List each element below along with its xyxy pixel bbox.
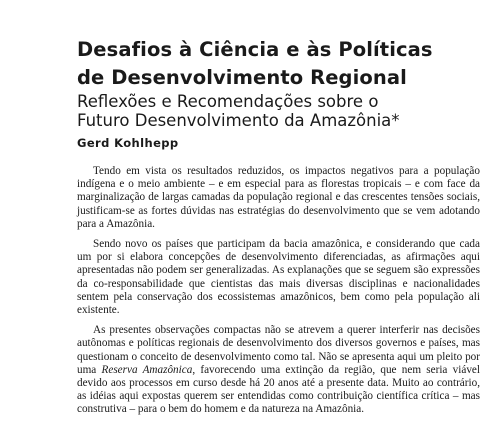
paragraph-3-text-start: As presentes observações compactas não se atrevem a querer interferir nas decisões autônomas e políticas regionais de desenvolvimento dos diversos governos e países, mas questionam o conceito de desenvolvimento como tal. Não se apresenta aqui um pleito por uma xyxy=(77,324,480,376)
title-line-1: Desafios à Ciência e às Políticas xyxy=(77,38,433,61)
body-paragraph-1: Tendo em vista os resultados reduzidos, os impactos negativos para a população indígena e o meio ambiente – e em especial para as florestas tropicais – e com face da marginalização de largas camadas da população regional e das crescentes tensões sociais, justificam-se as fortes dúvidas nas estratégias do desenvolvimento que se vem adotando para a Amazônia. xyxy=(77,165,480,230)
article-body xyxy=(77,165,480,424)
author-name: Gerd Kohlhepp xyxy=(77,136,179,150)
title-line-2: de Desenvolvimento Regional xyxy=(77,66,407,89)
body-paragraph-3 xyxy=(77,324,480,416)
body-paragraph-2: Sendo novo os países que participam da bacia amazônica, e considerando que cada um por si elabora concepções de desenvolvimento diferenciadas, as afirmações aqui apresentadas não podem ser generalizadas. As explanações que se seguem são expressões da co-responsabilidade que cientistas das mais diversas disciplinas e nacionalidades sentem pela conservação dos ecossistemas amazônicos, bem como pela população ali existente. xyxy=(77,238,480,317)
paragraph-3-text-end: , favorecendo uma extinção da região, que nem seria viável devido aos processos em curso desde há 20 anos até a presente data. Muito ao contrário, as idéias aqui expostas querem ser entendidas como contribuição científica crítica – mas construtiva – para o bem do homem e da natureza na Amazônia. xyxy=(77,363,480,416)
subtitle-line-2: Futuro Desenvolvimento da Amazônia* xyxy=(77,111,400,130)
subtitle-line-1: Reflexões e Recomendações sobre o xyxy=(77,92,379,111)
reserva-amazonica-term: Reserva Amazônica xyxy=(101,363,193,376)
article-title xyxy=(77,36,477,92)
article-subtitle xyxy=(77,92,477,130)
